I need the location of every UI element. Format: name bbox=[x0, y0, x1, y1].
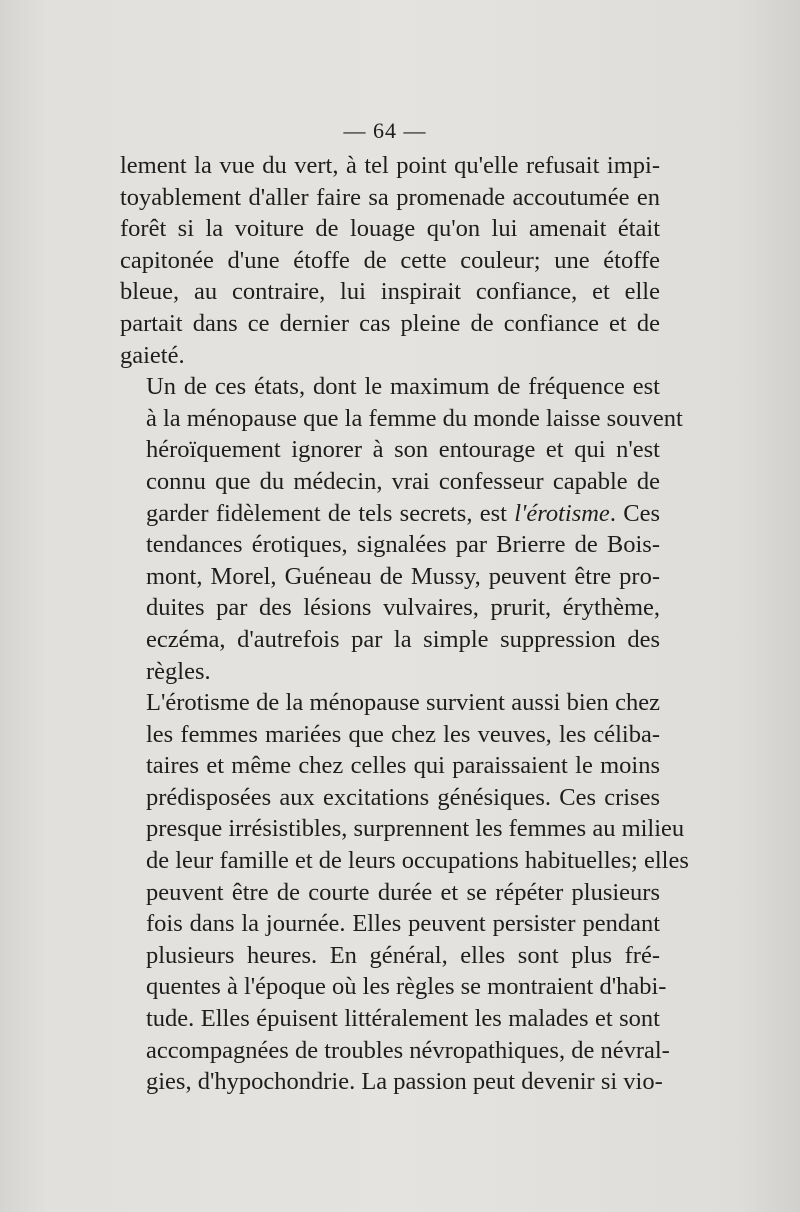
text-line: taires et même chez celles qui paraissaient le moins bbox=[146, 752, 660, 780]
text-line: prédisposées aux excitations génésiques. Ces crises bbox=[146, 783, 660, 811]
text-segment: garder fidèlement de tels secrets, est bbox=[146, 499, 515, 527]
text-line: lement la vue du vert, à tel point qu'elle refusait impi- bbox=[120, 152, 660, 179]
paragraph-2 bbox=[120, 371, 683, 687]
text-segment: . Ces bbox=[609, 499, 660, 527]
text-line: forêt si la voiture de louage qu'on lui amenait était bbox=[120, 215, 660, 243]
text-line: accompagnées de troubles névropathiques, de névral- bbox=[146, 1036, 670, 1064]
text-line: gies, d'hypochondrie. La passion peut devenir si vio- bbox=[146, 1068, 663, 1096]
text-line: bleue, au contraire, lui inspirait confiance, et elle bbox=[120, 278, 660, 306]
text-line: héroïquement ignorer à son entourage et qui n'est bbox=[146, 436, 660, 464]
text-line: quentes à l'époque où les règles se montraient d'habi- bbox=[146, 973, 667, 1001]
text-line: toyablement d'aller faire sa promenade accoutumée en bbox=[120, 183, 660, 211]
page-number: — 64 — bbox=[343, 118, 427, 143]
text-line: duites par des lésions vulvaires, prurit, érythème, bbox=[146, 594, 660, 622]
text-line: à la ménopause que la femme du monde laisse souvent bbox=[146, 404, 683, 432]
text-line: eczéma, d'autrefois par la simple suppression des bbox=[146, 625, 660, 653]
text-line: Un de ces états, dont le maximum de fréquence est bbox=[146, 373, 660, 401]
text-line: tude. Elles épuisent littéralement les malades et sont bbox=[146, 1005, 660, 1033]
paragraph-3 bbox=[120, 687, 689, 1098]
body-text bbox=[120, 150, 689, 1098]
text-line: peuvent être de courte durée et se répéter plusieurs bbox=[146, 878, 660, 906]
text-line: presque irrésistibles, surprennent les femmes au milieu bbox=[146, 815, 685, 843]
text-line-with-emphasis bbox=[120, 498, 660, 530]
text-line: les femmes mariées que chez les veuves, les céliba- bbox=[146, 720, 660, 748]
text-line: partait dans ce dernier cas pleine de confiance et de bbox=[120, 309, 660, 337]
text-line: capitonée d'une étoffe de cette couleur; une étoffe bbox=[120, 246, 660, 274]
text-line: fois dans la journée. Elles peuvent persister pendant bbox=[146, 910, 660, 938]
text-line: de leur famille et de leurs occupations habituelles; elles bbox=[146, 847, 689, 875]
text-line: mont, Morel, Guéneau de Mussy, peuvent être pro- bbox=[146, 562, 660, 590]
text-line: L'érotisme de la ménopause survient aussi bien chez bbox=[146, 689, 660, 717]
emphasis-erotisme: l'érotisme bbox=[514, 499, 610, 527]
text-line: tendances érotiques, signalées par Brierre de Bois- bbox=[146, 531, 660, 559]
text-line: plusieurs heures. En général, elles sont plus fré- bbox=[146, 941, 660, 969]
text-line: gaieté. bbox=[120, 341, 185, 369]
text-line: connu que du médecin, vrai confesseur capable de bbox=[146, 467, 660, 495]
paragraph-1 bbox=[120, 150, 660, 371]
text-line: règles. bbox=[146, 657, 211, 685]
